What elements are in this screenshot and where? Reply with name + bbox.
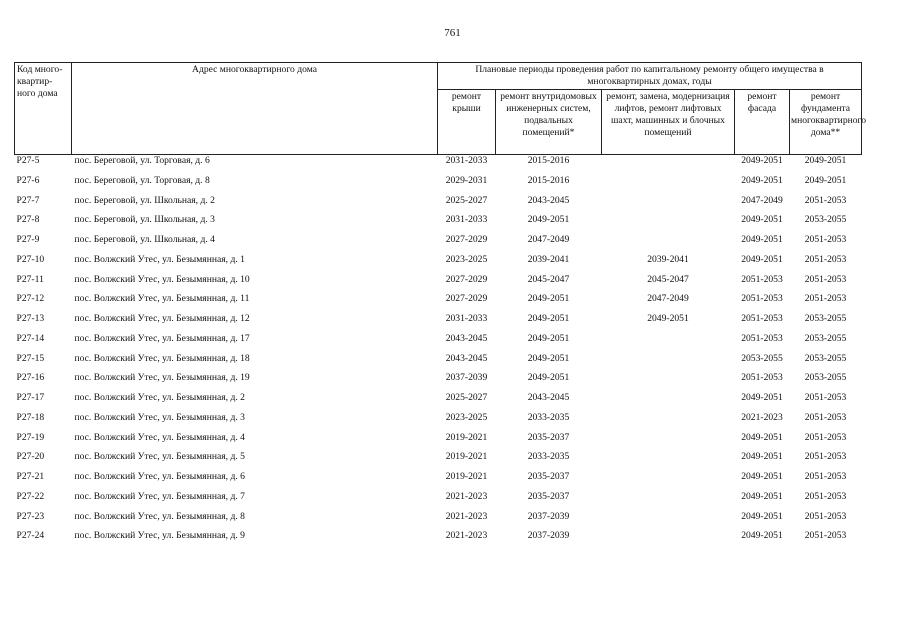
cell-foundation: 2051-2053	[804, 273, 847, 285]
repair-schedule-table	[14, 62, 867, 550]
cell-elevators: 2039-2041	[647, 253, 689, 265]
cell-roof: 2031-2033	[445, 313, 488, 324]
cell-systems: 2049-2051	[527, 352, 570, 364]
cell-foundation: 2051-2053	[804, 490, 847, 502]
cell-roof: 2037-2039	[445, 372, 488, 384]
cell-code: P27-18	[16, 411, 45, 423]
cell-elevators	[602, 234, 735, 254]
cell-elevators: 2047-2049	[647, 293, 689, 305]
table-row	[15, 491, 862, 511]
table-row	[15, 234, 862, 254]
cell-elevators	[602, 511, 735, 531]
cell-code: P27-5	[16, 155, 40, 166]
cell-elevators: 2049-2051	[647, 313, 689, 324]
page-number: 761	[444, 27, 461, 39]
cell-address: пос. Волжский Утес, ул. Безымянная, д. 9	[74, 530, 245, 542]
cell-facade: 2047-2049	[741, 194, 783, 206]
cell-foundation: 2051-2053	[804, 510, 847, 522]
cell-roof: 2023-2025	[445, 253, 488, 265]
cell-elevators	[602, 195, 735, 215]
cell-address: пос. Волжский Утес, ул. Безымянная, д. 6	[74, 471, 245, 482]
cell-facade: 2049-2051	[741, 510, 783, 522]
cell-facade: 2049-2051	[741, 234, 783, 245]
cell-foundation: 2051-2053	[804, 392, 847, 403]
table-row	[15, 530, 862, 550]
cell-address: пос. Волжский Утес, ул. Безымянная, д. 7	[74, 490, 245, 502]
cell-roof: 2027-2029	[445, 273, 488, 285]
cell-systems: 2045-2047	[527, 273, 570, 285]
cell-systems: 2015-2016	[527, 174, 570, 186]
cell-foundation: 2053-2055	[804, 332, 847, 344]
cell-roof: 2021-2023	[445, 490, 488, 502]
table-row	[15, 432, 862, 452]
cell-roof: 2023-2025	[445, 411, 488, 423]
cell-roof: 2027-2029	[445, 293, 488, 305]
table-row	[15, 155, 862, 175]
cell-elevators	[602, 491, 735, 511]
cell-facade: 2049-2051	[741, 471, 783, 482]
cell-facade: 2049-2051	[741, 392, 783, 403]
cell-elevators	[602, 214, 735, 234]
table-row	[15, 372, 862, 392]
cell-elevators	[602, 175, 735, 195]
cell-code: P27-19	[16, 431, 45, 443]
cell-facade: 2049-2051	[741, 253, 783, 265]
cell-address: пос. Волжский Утес, ул. Безымянная, д. 1	[74, 253, 245, 265]
cell-facade: 2021-2023	[741, 411, 783, 423]
table-row	[15, 353, 862, 373]
cell-address: пос. Береговой, ул. Школьная, д. 3	[74, 214, 215, 226]
cell-facade: 2049-2051	[741, 431, 783, 443]
cell-systems: 2033-2035	[527, 451, 570, 463]
cell-address: пос. Волжский Утес, ул. Безымянная, д. 18	[74, 352, 250, 364]
cell-roof: 2025-2027	[445, 392, 488, 403]
cell-roof: 2021-2023	[445, 510, 488, 522]
cell-address: пос. Волжский Утес, ул. Безымянная, д. 5	[74, 451, 245, 463]
cell-foundation: 2053-2055	[804, 352, 847, 364]
cell-elevators	[602, 392, 735, 412]
cell-foundation: 2049-2051	[804, 155, 847, 166]
cell-systems: 2043-2045	[527, 392, 570, 403]
cell-elevators	[602, 471, 735, 491]
cell-facade: 2049-2051	[741, 155, 783, 166]
cell-code: P27-20	[16, 451, 45, 463]
cell-systems: 2035-2037	[527, 431, 570, 443]
cell-systems: 2015-2016	[527, 155, 570, 166]
cell-facade: 2049-2051	[741, 530, 783, 542]
cell-facade: 2051-2053	[741, 372, 783, 384]
cell-foundation: 2049-2051	[804, 174, 847, 186]
cell-systems: 2049-2051	[527, 313, 570, 324]
table-row	[15, 313, 862, 333]
table-row	[15, 175, 862, 195]
cell-systems: 2035-2037	[527, 471, 570, 482]
cell-facade: 2049-2051	[741, 490, 783, 502]
table-row	[15, 511, 862, 531]
cell-foundation: 2053-2055	[804, 313, 847, 324]
table-row	[15, 412, 862, 432]
header-facade: ремонт фасада	[735, 90, 790, 155]
cell-roof: 2043-2045	[445, 332, 488, 344]
cell-facade: 2051-2053	[741, 293, 783, 305]
cell-code: P27-23	[16, 510, 45, 522]
cell-roof: 2019-2021	[445, 431, 488, 443]
cell-address: пос. Волжский Утес, ул. Безымянная, д. 2	[74, 392, 245, 403]
cell-systems: 2037-2039	[527, 530, 570, 542]
cell-address: пос. Волжский Утес, ул. Безымянная, д. 3	[74, 411, 245, 423]
cell-address: пос. Волжский Утес, ул. Безымянная, д. 17	[74, 332, 250, 344]
header-address: Адрес многоквартирного дома	[72, 63, 438, 155]
table-header	[15, 63, 867, 155]
cell-address: пос. Волжский Утес, ул. Безымянная, д. 4	[74, 431, 245, 443]
cell-roof: 2031-2033	[445, 155, 488, 166]
cell-foundation: 2051-2053	[804, 431, 847, 443]
cell-address: пос. Волжский Утес, ул. Безымянная, д. 11	[74, 293, 250, 305]
cell-code: P27-21	[16, 471, 45, 482]
cell-code: P27-10	[16, 253, 45, 265]
table-row	[15, 451, 862, 471]
header-systems: ремонт внутридомовых инженерных систем, подвальных помещений*	[496, 90, 602, 155]
cell-foundation: 2051-2053	[804, 234, 847, 245]
cell-code: P27-9	[16, 234, 40, 245]
cell-systems: 2049-2051	[527, 332, 570, 344]
cell-code: P27-16	[16, 372, 45, 384]
cell-foundation: 2051-2053	[804, 471, 847, 482]
cell-facade: 2049-2051	[741, 174, 783, 186]
cell-code: P27-12	[16, 293, 45, 305]
cell-code: P27-14	[16, 332, 45, 344]
cell-code: P27-22	[16, 490, 45, 502]
cell-code: P27-11	[16, 273, 44, 285]
cell-code: P27-8	[16, 214, 40, 226]
cell-systems: 2049-2051	[527, 214, 570, 226]
table-row	[15, 214, 862, 234]
table-row	[15, 195, 862, 215]
cell-roof: 2025-2027	[445, 194, 488, 206]
cell-elevators	[602, 530, 735, 550]
cell-code: P27-7	[16, 194, 40, 206]
cell-foundation: 2051-2053	[804, 194, 847, 206]
cell-systems: 2049-2051	[527, 293, 570, 305]
table-row	[15, 274, 862, 294]
cell-systems: 2037-2039	[527, 510, 570, 522]
cell-elevators	[602, 372, 735, 392]
cell-facade: 2053-2055	[741, 352, 783, 364]
cell-roof: 2019-2021	[445, 451, 488, 463]
cell-roof: 2043-2045	[445, 352, 488, 364]
cell-roof: 2019-2021	[445, 471, 488, 482]
cell-code: P27-15	[16, 352, 45, 364]
cell-address: пос. Береговой, ул. Школьная, д. 4	[74, 234, 215, 245]
cell-elevators	[602, 353, 735, 373]
cell-address: пос. Береговой, ул. Торговая, д. 6	[74, 155, 210, 166]
cell-systems: 2043-2045	[527, 194, 570, 206]
table-row	[15, 392, 862, 412]
cell-address: пос. Береговой, ул. Школьная, д. 2	[74, 194, 215, 206]
cell-roof: 2029-2031	[445, 174, 488, 186]
cell-facade: 2051-2053	[741, 332, 783, 344]
cell-address: пос. Береговой, ул. Торговая, д. 8	[74, 174, 210, 186]
cell-address: пос. Волжский Утес, ул. Безымянная, д. 10	[74, 273, 250, 285]
cell-code: P27-13	[16, 313, 45, 324]
cell-systems: 2033-2035	[527, 411, 570, 423]
cell-foundation: 2051-2053	[804, 530, 847, 542]
cell-elevators	[602, 333, 735, 353]
cell-address: пос. Волжский Утес, ул. Безымянная, д. 8	[74, 510, 245, 522]
header-periods: Плановые периоды проведения работ по капитальному ремонту общего имущества в многоквартирных домах, годы	[438, 63, 862, 90]
cell-elevators	[602, 155, 735, 175]
cell-address: пос. Волжский Утес, ул. Безымянная, д. 19	[74, 372, 250, 384]
cell-systems: 2049-2051	[527, 372, 570, 384]
cell-facade: 2051-2053	[741, 313, 783, 324]
table-row	[15, 333, 862, 353]
cell-facade: 2051-2053	[741, 273, 783, 285]
cell-elevators	[602, 432, 735, 452]
cell-foundation: 2051-2053	[804, 411, 847, 423]
cell-roof: 2021-2023	[445, 530, 488, 542]
cell-address: пос. Волжский Утес, ул. Безымянная, д. 12	[74, 313, 250, 324]
table-row	[15, 471, 862, 491]
cell-roof: 2027-2029	[445, 234, 488, 245]
header-elevators: ремонт, замена, модернизация лифтов, ремонт лифтовых шахт, машинных и блочных помещений	[602, 90, 735, 155]
cell-elevators: 2045-2047	[647, 273, 689, 285]
cell-systems: 2047-2049	[527, 234, 570, 245]
cell-elevators	[602, 412, 735, 432]
header-roof: ремонт крыши	[438, 90, 496, 155]
cell-elevators	[602, 451, 735, 471]
table-body	[15, 155, 862, 551]
cell-code: P27-17	[16, 392, 45, 403]
table-row	[15, 254, 862, 274]
cell-facade: 2049-2051	[741, 451, 783, 463]
cell-foundation: 2053-2055	[804, 214, 847, 226]
cell-roof: 2031-2033	[445, 214, 488, 226]
cell-foundation: 2053-2055	[804, 372, 847, 384]
cell-systems: 2035-2037	[527, 490, 570, 502]
header-code: Код много-квартир-ного дома	[15, 63, 72, 155]
cell-foundation: 2051-2053	[804, 253, 847, 265]
cell-foundation: 2051-2053	[804, 451, 847, 463]
cell-systems: 2039-2041	[527, 253, 570, 265]
cell-facade: 2049-2051	[741, 214, 783, 226]
cell-code: P27-24	[16, 530, 45, 542]
table-row	[15, 293, 862, 313]
header-foundation: ремонт фундамента многоквартирного дома**	[790, 90, 862, 155]
cell-code: P27-6	[16, 174, 40, 186]
cell-foundation: 2051-2053	[804, 293, 847, 305]
